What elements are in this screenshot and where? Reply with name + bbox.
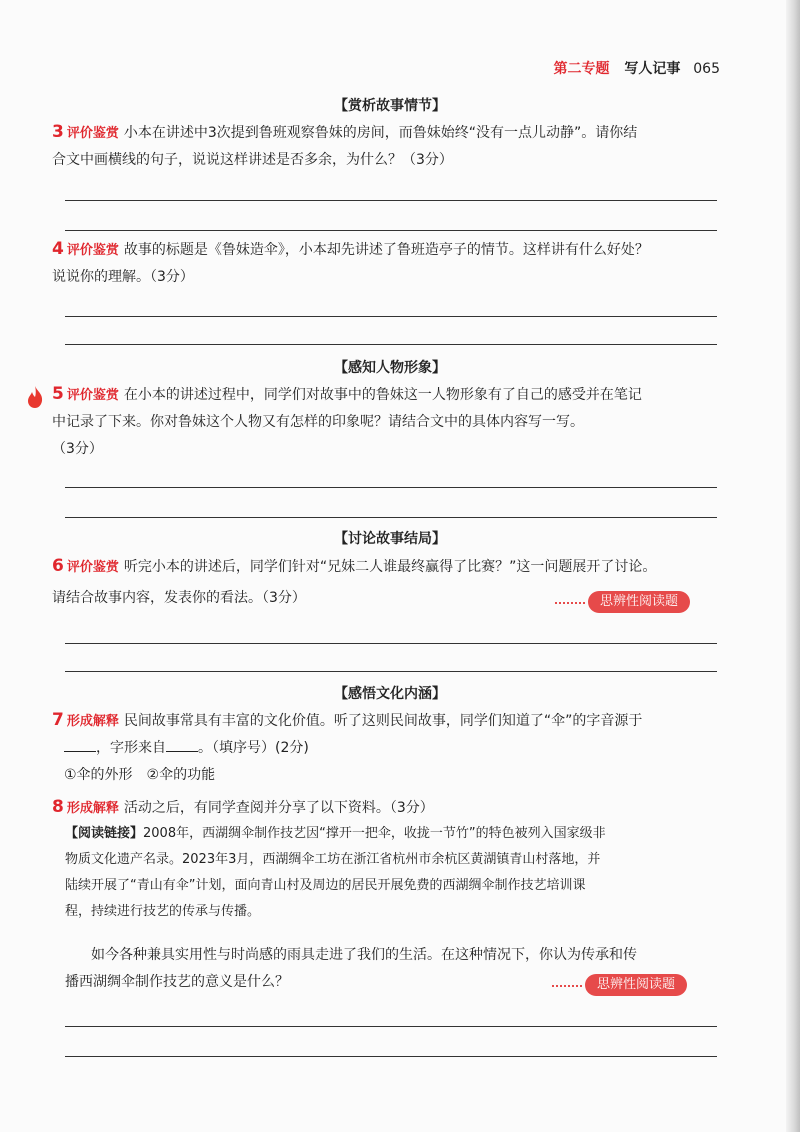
reading-link: [65, 821, 719, 925]
reading-link-text: 程，持续进行技艺的传承与传播。: [65, 904, 261, 919]
reading-link-text: 物质文化遗产名录。2023年3月，西湖绸伞工坊在浙江省杭州市余杭区黄湖镇青山村落地，并: [65, 852, 601, 867]
answer-line[interactable]: [65, 671, 717, 672]
answer-line[interactable]: [65, 230, 717, 231]
question-text: 请结合故事内容，发表你的看法。（3分）: [52, 590, 306, 606]
page-number: 065: [693, 61, 720, 77]
header-subtitle: 写人记事: [624, 61, 681, 77]
question-type: 评价鉴赏: [66, 243, 119, 258]
question-number: 5: [52, 384, 64, 404]
reading-link-text: 陆续开展了“青山有伞”计划，面向青山村及周边的居民开展免费的西湖绸伞制作技艺培训课: [65, 878, 586, 893]
reading-link-title: 【阅读链接】: [65, 826, 144, 841]
question-4: [52, 236, 720, 291]
question-text: 合文中画横线的句子，说说这样讲述是否多余，为什么？（3分）: [52, 152, 453, 168]
question-number: 8: [52, 797, 64, 817]
reading-link-text: 2008年，西湖绸伞制作技艺因“撑开一把伞，收拢一节竹”的特色被列入国家级非: [143, 826, 606, 841]
section-heading-character: 【感知人物形象】: [334, 360, 446, 376]
question-type: 评价鉴赏: [66, 388, 119, 403]
answer-line[interactable]: [65, 200, 717, 201]
question-text: 在小本的讲述过程中，同学们对故事中的鲁妹这一人物形象有了自己的感受并在笔记: [123, 387, 642, 403]
question-8: [52, 794, 720, 822]
question-text: 中记录了下来。你对鲁妹这个人物又有怎样的印象呢？请结合文中的具体内容写一写。: [52, 414, 584, 430]
critical-reading-tag: 思辨性阅读题: [585, 974, 687, 996]
question-text: 小本在讲述中3次提到鲁班观察鲁妹的房间，而鲁妹始终“没有一点儿动静”。请你结: [123, 125, 638, 141]
tag-connector: [552, 985, 582, 987]
answer-line[interactable]: [65, 316, 717, 317]
question-number: 3: [52, 122, 64, 142]
page-header: [0, 58, 720, 78]
question-text: 。（填序号）(2分): [198, 740, 309, 756]
question-text: （3分）: [52, 441, 103, 457]
question-text: 说说你的理解。（3分）: [52, 269, 194, 285]
question-type: 形成解释: [66, 801, 119, 816]
flame-icon: [25, 385, 45, 409]
answer-line[interactable]: [65, 487, 717, 488]
question-number: 6: [52, 556, 64, 576]
question-options: ①伞的外形 ②伞的功能: [64, 767, 216, 783]
critical-reading-tag: 思辨性阅读题: [588, 591, 690, 613]
fill-blank[interactable]: [64, 737, 96, 752]
tag-connector: [555, 602, 585, 604]
question-text: ，字形来自: [96, 740, 166, 756]
answer-line[interactable]: [65, 1056, 717, 1057]
fill-blank[interactable]: [166, 737, 198, 752]
section-heading-ending: 【讨论故事结局】: [334, 531, 446, 547]
question-5: [52, 381, 720, 463]
question-text: 播西湖绸伞制作技艺的意义是什么？: [65, 974, 289, 990]
section-heading-culture: 【感悟文化内涵】: [334, 686, 446, 702]
question-type: 评价鉴赏: [66, 126, 119, 141]
answer-line[interactable]: [65, 643, 717, 644]
page-edge: [786, 0, 800, 1132]
section-heading-plot: 【赏析故事情节】: [334, 98, 446, 114]
question-text: 如今各种兼具实用性与时尚感的雨具走进了我们的生活。在这种情况下，你认为传承和传: [91, 947, 637, 963]
question-3: [52, 119, 720, 174]
question-type: 评价鉴赏: [66, 560, 119, 575]
question-type: 形成解释: [66, 714, 119, 729]
question-number: 7: [52, 710, 64, 730]
question-text: 民间故事常具有丰富的文化价值。听了这则民间故事，同学们知道了“伞”的字音源于: [123, 713, 643, 729]
header-topic: 第二专题: [553, 61, 610, 77]
answer-line[interactable]: [65, 517, 717, 518]
question-text: 活动之后，有同学查阅并分享了以下资料。（3分）: [123, 800, 434, 816]
question-number: 4: [52, 239, 64, 259]
question-text: 故事的标题是《鲁妹造伞》，小本却先讲述了鲁班造亭子的情节。这样讲有什么好处？: [123, 242, 649, 258]
question-7: [52, 707, 720, 789]
answer-line[interactable]: [65, 1026, 717, 1027]
question-text: 听完小本的讲述后，同学们针对“兄妹二人谁最终赢得了比赛？”这一问题展开了讨论。: [123, 559, 657, 575]
answer-line[interactable]: [65, 344, 717, 345]
